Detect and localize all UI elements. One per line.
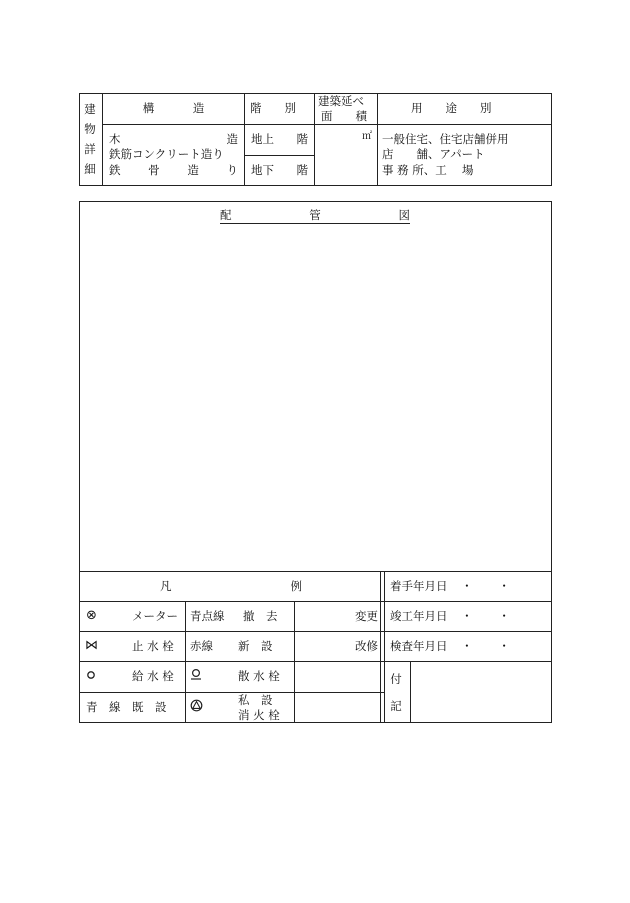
legend-repair: 改修 bbox=[355, 639, 378, 653]
divider bbox=[314, 93, 315, 186]
area-unit: ㎡ bbox=[362, 131, 372, 142]
legend-water-tap-label: 給 水 栓 bbox=[132, 669, 174, 683]
notes-label: 付 記 bbox=[390, 672, 402, 713]
header-area-line1: 建築延べ bbox=[318, 94, 364, 108]
header-use: 用 途 別 bbox=[411, 101, 492, 115]
piping-diagram-title: 配 管 図 bbox=[220, 208, 410, 222]
legend-remove: 撤 去 bbox=[243, 609, 278, 623]
floors-above-ground: 地上 階 bbox=[251, 132, 308, 146]
divider bbox=[380, 571, 381, 723]
divider bbox=[79, 601, 552, 602]
sprinkler-tap-icon bbox=[190, 667, 202, 681]
structure-steel: 鉄 骨 造 り bbox=[109, 163, 238, 177]
divider bbox=[102, 124, 552, 125]
drawing-area[interactable] bbox=[80, 230, 551, 570]
header-area-line2: 面 積 bbox=[321, 109, 367, 123]
structure-rc: 鉄筋コンクリート造り bbox=[109, 147, 224, 161]
legend-meter-label: メーター bbox=[132, 609, 178, 623]
use-line-1: 一般住宅、住宅店舗併用 bbox=[382, 132, 509, 146]
start-date-label: 着手年月日 ・ ・ bbox=[390, 579, 510, 593]
completion-date-label: 竣工年月日 ・ ・ bbox=[390, 609, 510, 623]
structure-wood: 木 造 bbox=[109, 132, 238, 146]
divider bbox=[294, 601, 295, 723]
divider bbox=[79, 692, 384, 693]
fire-hydrant-icon bbox=[190, 699, 203, 712]
legend-new: 新 設 bbox=[238, 639, 273, 653]
legend-red-line: 赤線 bbox=[190, 639, 213, 653]
notes-field[interactable] bbox=[411, 662, 551, 722]
divider bbox=[244, 93, 245, 186]
floors-below-ground: 地下 階 bbox=[251, 163, 308, 177]
use-line-3: 事 務 所、工 場 bbox=[382, 163, 474, 177]
divider bbox=[384, 571, 385, 723]
divider bbox=[79, 661, 384, 662]
divider bbox=[102, 93, 103, 186]
use-line-2: 店 舗、アパート bbox=[382, 147, 485, 161]
water-supply-tap-icon bbox=[85, 669, 97, 681]
header-floors: 階 別 bbox=[250, 101, 296, 115]
divider bbox=[377, 93, 378, 186]
inspection-date-label: 検査年月日 ・ ・ bbox=[390, 639, 510, 653]
divider bbox=[185, 601, 186, 723]
legend-title: 凡 例 bbox=[160, 579, 302, 593]
divider bbox=[79, 631, 552, 632]
building-detail-side-label: 建 物 詳 細 bbox=[84, 102, 96, 177]
divider bbox=[244, 155, 314, 156]
header-structure: 構 造 bbox=[142, 101, 206, 115]
meter-icon: ⊗ bbox=[86, 608, 97, 623]
legend-change: 変更 bbox=[355, 609, 378, 623]
legend-existing-blue: 青 線 既 設 bbox=[86, 700, 167, 714]
legend-hydrant-line2: 消 火 栓 bbox=[238, 708, 280, 722]
legend-sprinkler-label: 散 水 栓 bbox=[238, 669, 280, 683]
stop-valve-icon: ⋈ bbox=[85, 638, 98, 653]
legend-blue-dotted: 青点線 bbox=[190, 609, 225, 623]
legend-stop-valve-label: 止 水 栓 bbox=[132, 639, 174, 653]
divider bbox=[79, 571, 552, 572]
legend-hydrant-line1: 私 設 bbox=[238, 693, 273, 707]
